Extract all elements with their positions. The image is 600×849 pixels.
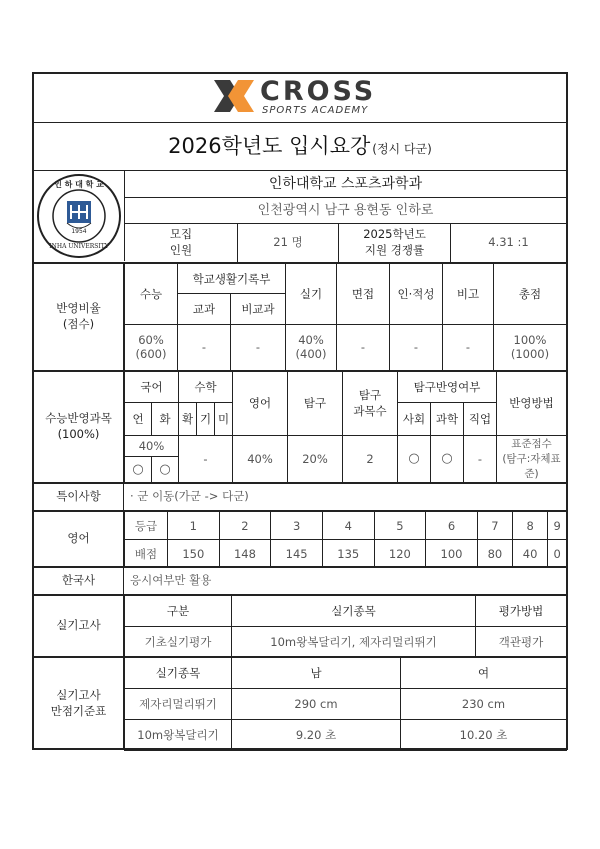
english-score-cell: 135: [322, 540, 374, 568]
recruit-value: 21 명: [237, 224, 338, 262]
english-score-cell: 100: [426, 540, 478, 568]
english-grade-cell: 2: [219, 512, 271, 540]
history-label: 한국사: [34, 568, 124, 594]
seal-bottom-text: INHA UNIVERSITY: [49, 243, 109, 250]
standard-female-cell: 230 cm: [401, 689, 567, 720]
su-h-english: 영어: [233, 372, 288, 436]
english-grade-cell: 5: [374, 512, 426, 540]
ratio-h-personality: 인·적성: [390, 264, 443, 325]
ratio-v-personality: -: [390, 324, 443, 370]
su-h-inquiry: 탐구: [288, 372, 343, 436]
rate-value: 4.31 :1: [450, 224, 566, 262]
standard-table: [124, 657, 567, 751]
rate-label: 2025학년도 지원 경쟁률: [338, 224, 450, 262]
ratio-v-subject: -: [178, 324, 231, 370]
ratio-h-suneung: 수능: [125, 264, 178, 325]
suneung-table: [124, 371, 567, 483]
history-value: 응시여부만 활용: [130, 573, 212, 588]
su-h-count: 탐구 과목수: [343, 372, 398, 436]
english-score-cell: 145: [271, 540, 323, 568]
su-h-math: 수학: [179, 372, 233, 403]
su-s-m1: 확: [179, 402, 197, 435]
ratio-h-subject: 교과: [178, 294, 231, 324]
ratio-h-practical: 실기: [286, 264, 337, 325]
english-grade-cell: 3: [271, 512, 323, 540]
special-label: 특이사항: [34, 484, 124, 510]
practical-label: 실기고사: [34, 596, 124, 656]
ratio-label: 반영비율 (점수): [34, 264, 124, 370]
university-seal: [34, 171, 125, 261]
su-v-k2: ○: [152, 457, 179, 483]
su-v-count: 2: [343, 435, 398, 482]
cross-logo-sub: SPORTS ACADEMY: [262, 105, 369, 116]
university-address: 인천광역시 남구 용현동 인하로: [257, 202, 434, 218]
su-s-social: 사회: [398, 402, 431, 435]
english-score-label: 배점: [125, 540, 168, 568]
cross-logo-text: CROSS: [260, 76, 377, 107]
english-score-cell: 40: [513, 540, 548, 568]
english-score-cell: 150: [168, 540, 220, 568]
ratio-v-practical: 40% (400): [286, 324, 337, 370]
su-s-job: 직업: [464, 402, 497, 435]
title-sub: (정시 다군): [372, 141, 432, 156]
standard-event-cell: 10m왕복달리기: [125, 720, 232, 751]
page-title: [34, 123, 566, 169]
standard-event-cell: 제자리멀리뛰기: [125, 689, 232, 720]
english-grade-cell: 8: [513, 512, 548, 540]
su-s-k2: 화: [152, 402, 179, 435]
seal-year: 1954: [71, 228, 87, 235]
standard-male-cell: 9.20 초: [232, 720, 401, 751]
su-v-korean-pct: 40%: [125, 435, 179, 456]
su-v-math: -: [179, 435, 233, 482]
title-main: 2026학년도 입시요강: [168, 133, 371, 158]
su-v-social: ○: [398, 435, 431, 482]
su-s-m3: 미: [215, 402, 233, 435]
university-name: 인하대학교 스포츠과학과: [268, 175, 423, 192]
su-s-k1: 언: [125, 402, 152, 435]
english-grade-cell: 1: [168, 512, 220, 540]
ratio-h-nonsubject: 비교과: [231, 294, 286, 324]
english-grade-label: 등급: [125, 512, 168, 540]
ratio-v-etc: -: [443, 324, 494, 370]
standard-label: 실기고사 만점기준표: [34, 658, 124, 750]
ratio-v-suneung: 60% (600): [125, 324, 178, 370]
recruit-label: 모집 인원: [169, 227, 193, 257]
standard-row: [125, 720, 567, 751]
english-score-cell: 80: [477, 540, 512, 568]
ratio-v-total: 100% (1000): [494, 324, 567, 370]
su-v-k1: ○: [125, 457, 152, 483]
su-h-reflect: 탐구반영여부: [398, 372, 497, 403]
su-v-inquiry: 20%: [288, 435, 343, 482]
standard-female-cell: 10.20 초: [401, 720, 567, 751]
english-grade-cell: 7: [477, 512, 512, 540]
su-h-korean: 국어: [125, 372, 179, 403]
su-v-job: -: [464, 435, 497, 482]
practical-table: [124, 595, 567, 658]
standard-h-female: 여: [401, 658, 567, 689]
ratio-table: [124, 263, 567, 371]
practical-v-type: 기초실기평가: [125, 627, 232, 658]
suneung-label: 수능반영과목 (100%): [34, 372, 124, 482]
ratio-h-total: 총점: [494, 264, 567, 325]
english-score-cell: 120: [374, 540, 426, 568]
ratio-v-nonsubject: -: [231, 324, 286, 370]
su-s-m2: 기: [197, 402, 215, 435]
english-grade-cell: 6: [426, 512, 478, 540]
special-value: · 군 이동(가군 -> 다군): [130, 489, 249, 504]
practical-h-type: 구분: [125, 596, 232, 627]
admission-document: [32, 72, 568, 750]
su-v-method: 표준점수 (탐구:자체표준): [497, 435, 567, 482]
english-grade-cell: 9: [548, 512, 567, 540]
english-grade-cell: 4: [322, 512, 374, 540]
ratio-h-etc: 비고: [443, 264, 494, 325]
practical-v-events: 10m왕복달리기, 제자리멀리뛰기: [232, 627, 476, 658]
su-v-english: 40%: [233, 435, 288, 482]
practical-h-events: 실기종목: [232, 596, 476, 627]
english-label: 영어: [34, 512, 124, 566]
practical-h-eval: 평가방법: [476, 596, 567, 627]
ratio-h-school: 학교생활기록부: [178, 264, 286, 294]
su-v-science: ○: [431, 435, 464, 482]
standard-h-male: 남: [232, 658, 401, 689]
su-h-method: 반영방법: [497, 372, 567, 436]
ratio-v-interview: -: [337, 324, 390, 370]
english-table: [124, 511, 567, 568]
cross-logo: [34, 74, 566, 122]
standard-h-event: 실기종목: [125, 658, 232, 689]
standard-male-cell: 290 cm: [232, 689, 401, 720]
seal-top-text: 인 하 대 학 교: [54, 180, 104, 189]
practical-v-eval: 객관평가: [476, 627, 567, 658]
standard-row: [125, 689, 567, 720]
ratio-h-interview: 면접: [337, 264, 390, 325]
english-score-cell: 148: [219, 540, 271, 568]
su-s-science: 과학: [431, 402, 464, 435]
english-score-cell: 0: [548, 540, 567, 568]
